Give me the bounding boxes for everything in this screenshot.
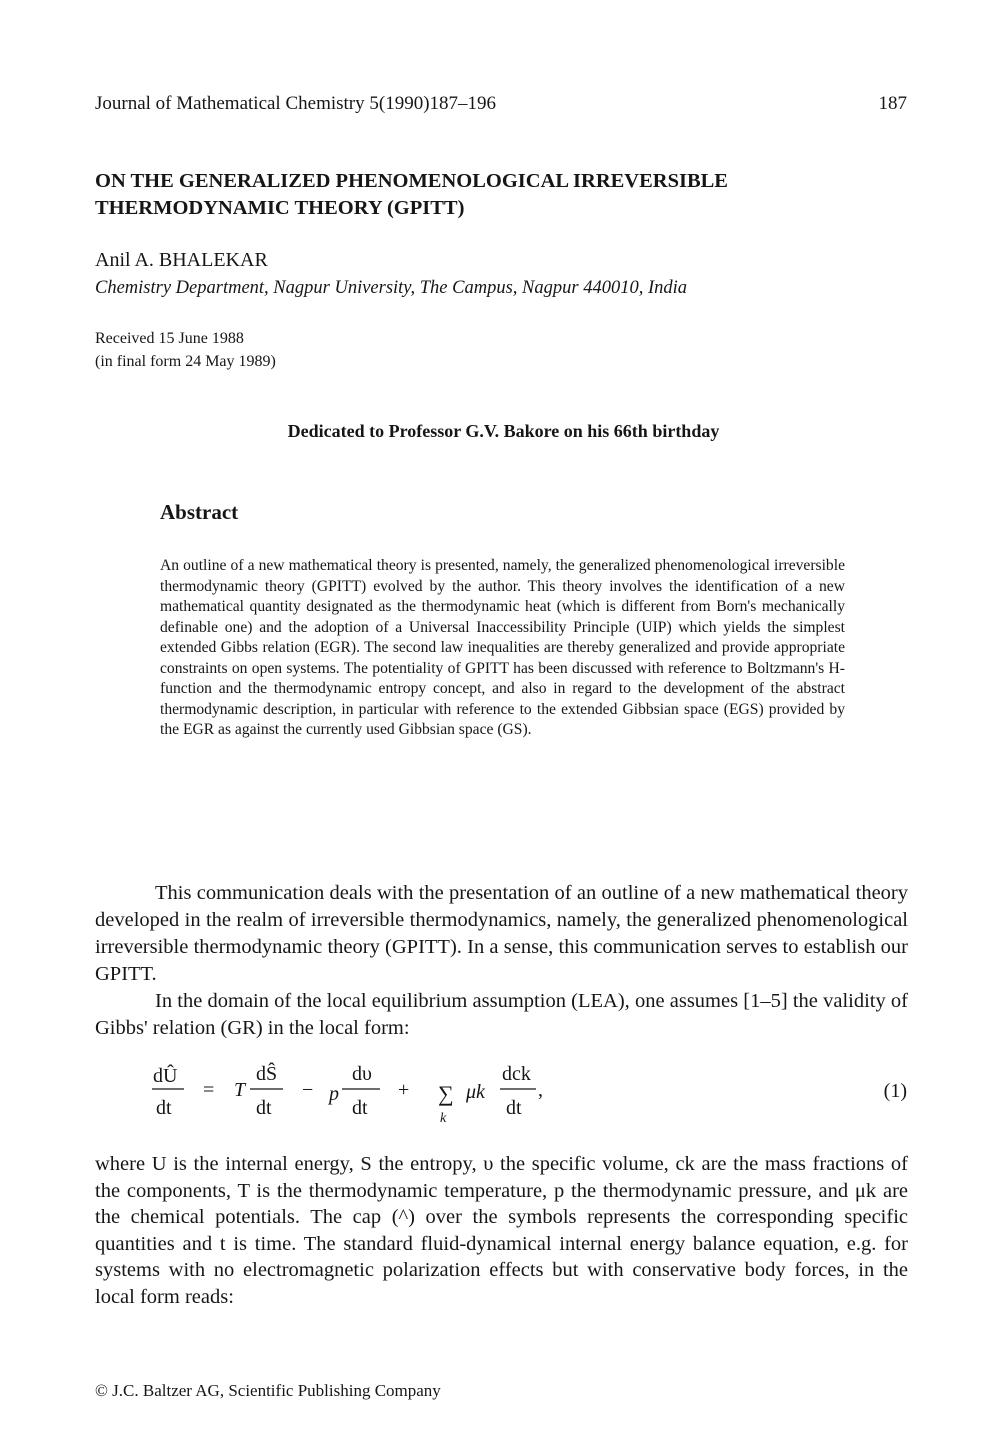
- equation-1: [0, 1058, 1007, 1138]
- eq-term2-denominator: dt: [352, 1097, 368, 1119]
- body-paragraph-2: In the domain of the local equilibrium assumption (LEA), one assumes [1–5] the validity of Gibbs' relation (GR) in the local form:: [95, 990, 908, 1039]
- dedication: Dedicated to Professor G.V. Bakore on his 66th birthday: [287, 421, 720, 441]
- eq-comma: ,: [538, 1079, 543, 1101]
- author-affiliation: Chemistry Department, Nagpur University, The Campus, Nagpur 440010, India: [95, 278, 687, 298]
- abstract-text: [160, 556, 845, 741]
- page-number: 187: [878, 93, 907, 114]
- received-dates: [95, 327, 276, 373]
- eq-lhs-numerator: dÛ: [153, 1065, 178, 1087]
- eq-minus: −: [302, 1079, 314, 1101]
- abstract-paragraph: An outline of a new mathematical theory is presented, namely, the generalized phenomenological irreversible thermodynamic theory (GPITT) evolved by the author. This theory involves the identification of a new mathematical quantity designated as the thermodynamic heat (which is different from Born's mechanically definable one) and the adoption of a Universal Inaccessibility Principle (UIP) which yields the simplest extended Gibbs relation (EGR). The second law inequalities are thereby generalized and provide appropriate constraints on open systems. The potentiality of GPITT has been discussed with reference to Boltzmann's H-function and the thermodynamic entropy concept, and also in regard to the development of the abstract thermodynamic description, in particular with reference to the extended Gibbsian space (EGS) provided by the EGR as against the currently used Gibbsian space (GS).: [160, 557, 845, 738]
- body-paragraph-1: This communication deals with the presentation of an outline of a new mathematical theory developed in the realm of irreversible thermodynamics, namely, the generalized phenomenological irreversible thermodynamic theory (GPITT). In a sense, this communication serves to establish our GPITT.: [95, 882, 908, 985]
- eq-term3-denominator: dt: [506, 1097, 522, 1119]
- eq-sum-sign: ∑: [438, 1081, 454, 1106]
- eq-pressure: p: [329, 1083, 339, 1105]
- eq-chemical-potential: μk: [466, 1081, 485, 1103]
- eq-sum-index: k: [440, 1111, 447, 1126]
- eq-lhs-denominator: dt: [156, 1097, 172, 1119]
- body-text-intro: [95, 880, 908, 1042]
- author-name: Anil A. BHALEKAR: [95, 249, 268, 271]
- body-text-continued: [95, 1151, 908, 1310]
- received-date: Received 15 June 1988: [95, 330, 244, 347]
- equation-number: (1): [883, 1080, 907, 1102]
- eq-term2-numerator: dυ: [352, 1063, 372, 1085]
- final-form-date: (in final form 24 May 1989): [95, 353, 276, 370]
- journal-citation: Journal of Mathematical Chemistry 5(1990)187–196: [95, 93, 497, 114]
- abstract-heading: Abstract: [160, 500, 239, 524]
- eq-plus: +: [398, 1079, 410, 1101]
- eq-temperature: T: [234, 1079, 246, 1101]
- paper-title: ON THE GENERALIZED PHENOMENOLOGICAL IRREVERSIBLE THERMODYNAMIC THEORY (GPITT): [95, 170, 728, 219]
- copyright-footer: © J.C. Baltzer AG, Scientific Publishing Company: [95, 1381, 441, 1400]
- eq-equals: =: [203, 1079, 215, 1101]
- eq-term3-numerator: dck: [502, 1063, 531, 1085]
- eq-term1-denominator: dt: [256, 1097, 272, 1119]
- body-paragraph-3: where U is the internal energy, S the entropy, υ the specific volume, ck are the mass fractions of the components, T is the thermodynamic temperature, p the thermodynamic pressure, and μk are the chemical potentials. The cap (^) over the symbols represents the corresponding specific quantities and t is time. The standard fluid-dynamical internal energy balance equation, e.g. for systems with no electromagnetic polarization effects but with conservative body forces, in the local form reads:: [95, 1153, 908, 1308]
- eq-term1-numerator: dŜ: [256, 1063, 278, 1085]
